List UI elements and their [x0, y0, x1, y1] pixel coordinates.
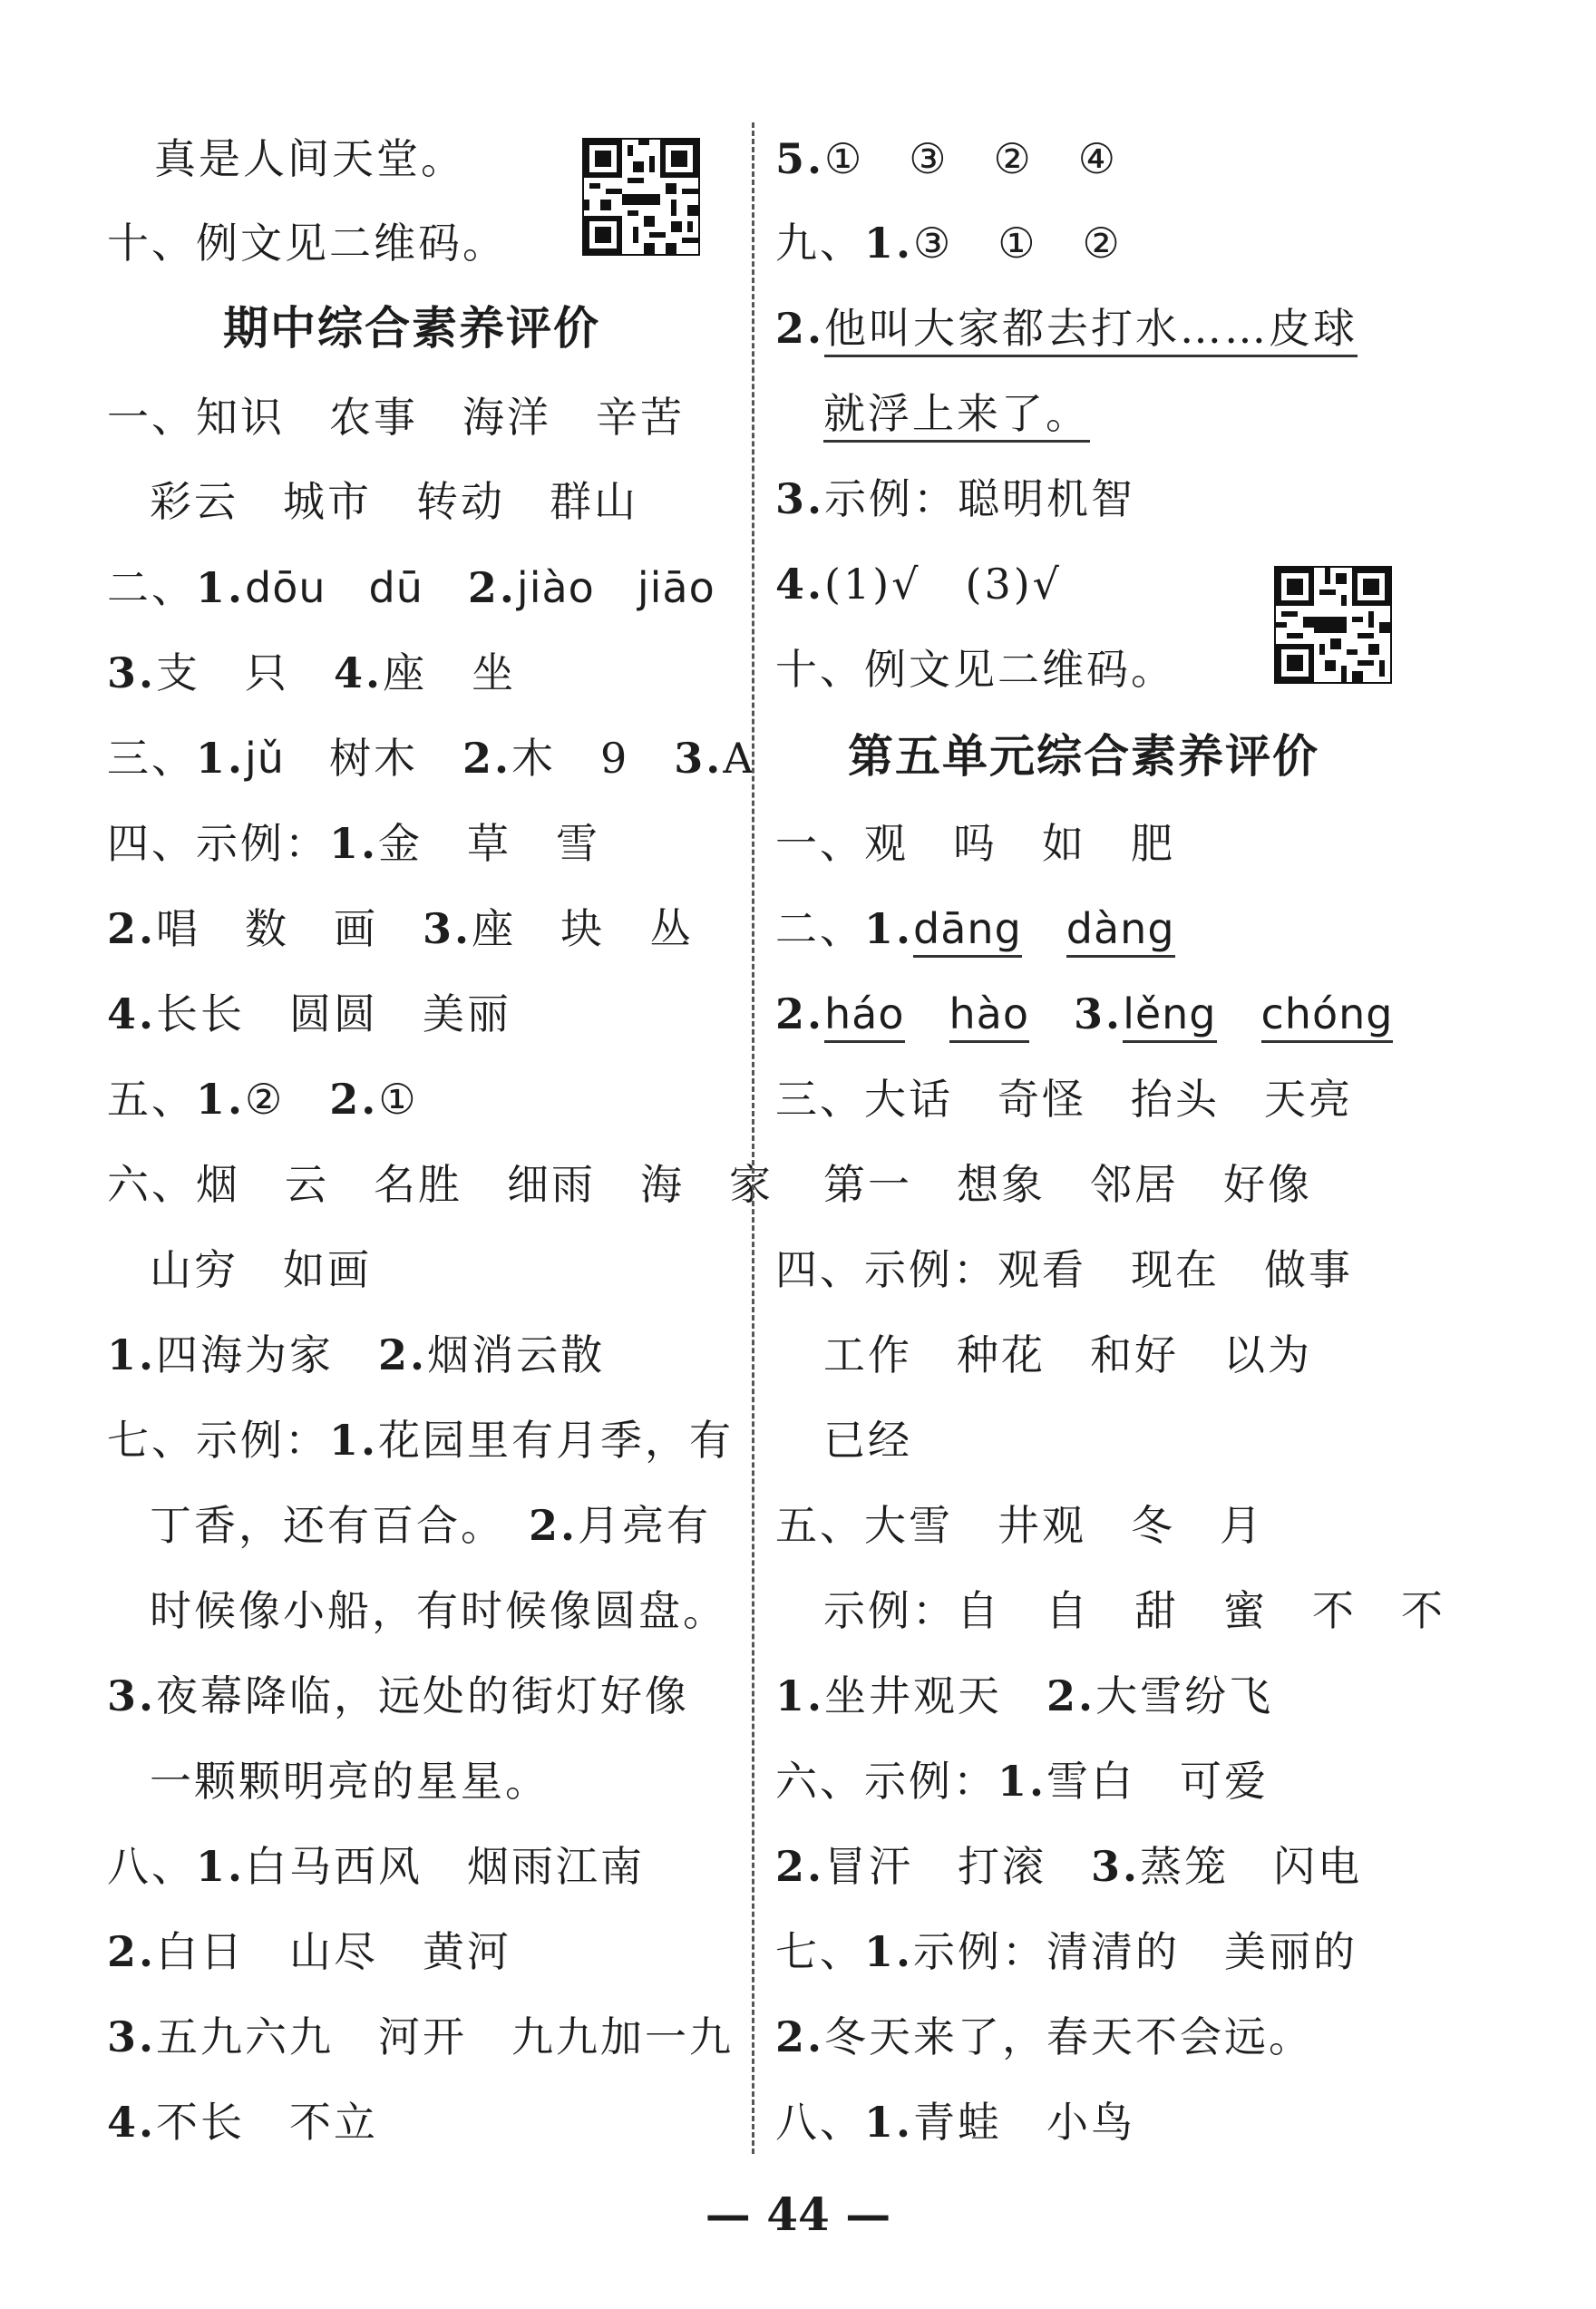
- column-divider: [752, 122, 754, 2154]
- answer-line: 真是人间天堂。: [154, 134, 465, 183]
- answer-line: 七、1.示例：清清的 美丽的: [775, 1927, 1358, 1976]
- answer-line: 十、例文见二维码。: [107, 219, 507, 268]
- answer-line: 2.háo hào 3.lěng chóng: [775, 987, 1393, 1041]
- answer-line: 已经: [823, 1416, 912, 1465]
- answer-line: 六、烟 云 名胜 细雨 海 家: [107, 1160, 774, 1209]
- answer-line: 2.他叫大家都去打水……皮球: [775, 301, 1358, 356]
- answer-line: 3.五九六九 河开 九九加一九: [107, 2012, 735, 2061]
- answer-line: 2.唱 数 画 3.座 块 丛: [107, 904, 695, 953]
- answer-line: 3.夜幕降临，远处的街灯好像: [107, 1671, 690, 1720]
- answer-line: 二、1.dōu dū 2.jiào jiāo: [107, 563, 715, 612]
- answer-line: 1.坐井观天 2.大雪纷飞: [775, 1671, 1274, 1720]
- qr-code-icon[interactable]: [1274, 566, 1392, 684]
- answer-line: 六、示例：1.雪白 可爱: [775, 1757, 1270, 1806]
- answer-line: 五、大雪 井观 冬 月: [775, 1501, 1264, 1550]
- answer-line: 3.支 只 4.座 坐: [107, 648, 517, 697]
- answer-line: 十、例文见二维码。: [775, 645, 1175, 694]
- section-title: 第五单元综合素养评价: [848, 730, 1319, 783]
- qr-code-icon[interactable]: [582, 138, 700, 256]
- answer-line: 第一 想象 邻居 好像: [823, 1160, 1312, 1209]
- answer-line: 2.冬天来了，春天不会远。: [775, 2012, 1314, 2061]
- answer-line: 八、1.白马西风 烟雨江南: [107, 1842, 646, 1891]
- answer-line: 时候像小船，有时候像圆盘。: [150, 1586, 727, 1635]
- answer-line: 工作 种花 和好 以为: [823, 1330, 1312, 1379]
- answer-line: 四、示例：观看 现在 做事: [775, 1245, 1353, 1294]
- answer-line: 2.白日 山尽 黄河: [107, 1927, 512, 1976]
- answer-line: 5.① ③ ② ④: [775, 134, 1118, 183]
- answer-line: 示例：自 自 甜 蜜 不 不: [823, 1586, 1445, 1635]
- answer-line: 一颗颗明亮的星星。: [150, 1757, 550, 1806]
- answer-line: 八、1.青蛙 小鸟: [775, 2098, 1136, 2147]
- answer-line: 4.(1)√ (3)√: [775, 560, 1062, 609]
- answer-line: 3.示例：聪明机智: [775, 474, 1136, 523]
- answer-line: 四、示例：1.金 草 雪: [107, 819, 601, 868]
- answer-line: 就浮上来了。: [823, 386, 1090, 441]
- answer-line: 三、大话 奇怪 抬头 天亮: [775, 1075, 1353, 1124]
- answer-line: 4.不长 不立: [107, 2098, 379, 2147]
- answer-line: 4.长长 圆圆 美丽: [107, 989, 512, 1038]
- answer-line: 七、示例：1.花园里有月季，有: [107, 1416, 735, 1465]
- answer-line: 二、1.dāng dàng: [775, 901, 1175, 956]
- answer-line: 九、1.③ ① ②: [775, 219, 1123, 268]
- answer-line: 彩云 城市 转动 群山: [150, 477, 638, 526]
- answer-line: 山穷 如画: [150, 1245, 372, 1294]
- page-number: — 44 —: [705, 2187, 891, 2241]
- answer-line: 一、观 吗 如 肥: [775, 819, 1175, 868]
- answer-line: 一、知识 农事 海洋 辛苦: [107, 393, 685, 442]
- answer-line: 丁香，还有百合。 2.月亮有: [150, 1501, 712, 1550]
- section-title: 期中综合素养评价: [223, 302, 600, 355]
- answer-line: 三、1.jǔ 树木 2.木 9 3.A: [107, 734, 756, 783]
- answer-line: 五、1.② 2.①: [107, 1075, 419, 1124]
- answer-line: 2.冒汗 打滚 3.蒸笼 闪电: [775, 1842, 1363, 1891]
- answer-line: 1.四海为家 2.烟消云散: [107, 1330, 606, 1379]
